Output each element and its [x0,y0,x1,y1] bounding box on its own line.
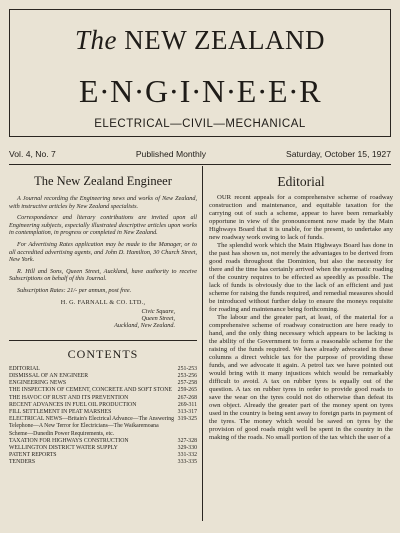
masthead-subtitle: ELECTRICAL—CIVIL—MECHANICAL [94,118,306,130]
contents-item-pages: 269-311 [177,401,197,408]
editorial-paragraph: The labour and the greater part, at least, of the material for a comprehensive scheme of roadway construction are here ready to hand, and the only thing necessary which appears to be lacking is the ability of the Government to form a reasonable scheme for the raising of the funds required. We have already advocated in these columns a direct vehicle tax for the purpose of providing these funds, and we advocate it again. A petrol tax we have pointed out would bring with it many injustices which would be remarkably difficult to avoid. A tax on rubber tyres is equally out of the question. A tax on rubber tyres in order to provide good roads to save the wear on the tyres could not do otherwise than defeat its own object. Already the greater part of the money spent on tyres used in the country is being sent away to foreign parts in payment of the tyres. The money which would be saved on tyres by the provision of good roads might well be spent in the country in the making of the roads. No small portion of the tax which the user of a [209,314,393,441]
contents-item [9,395,197,402]
contents-item-pages: 313-317 [177,408,197,415]
contents-item-pages: 319-325 [177,416,197,423]
address-line: Auckland, New Zealand. [114,322,175,330]
contents-item-title: RECENT ADVANCES IN FUEL OIL PRODUCTION [9,401,137,408]
contents-item [9,387,197,394]
journal-intro: A Journal recording the Engineering news and works of New Zealand, with instructive articles by New Zealand specialists. [9,195,197,210]
editorial-heading: Editorial [277,174,325,189]
masthead-engineer: E·N·G·I·N·E·E·R [78,73,322,109]
contents-item-title: TAXATION FOR HIGHWAYS CONSTRUCTION [9,437,129,444]
contents-item-pages: 267-268 [177,394,197,401]
column-divider [202,166,203,521]
publisher-address [9,308,197,330]
editorial-paragraph: OUR recent appeals for a comprehensive scheme of roadway construction and maintenance, and equitable taxation for the carrying out of such a scheme, appear to have been remarkably opportune in view of the pronouncement now made by the Main Highways Board that it is unable, for the present, to undertake any new roadway work owing to lack of funds. [209,194,393,241]
contents-item-pages: 329-330 [177,444,197,451]
contents-item [9,459,197,466]
contents-item-title: PATENT REPORTS [9,452,57,459]
issue-date: Saturday, October 15, 1927 [286,149,391,159]
subscription-rates: Subscription Rates: 21/- per annum, post free. [17,286,132,294]
contents-item-title: EDITORIAL [9,365,40,372]
contents-list [9,366,197,467]
contents-item-pages: 257-258 [177,380,197,387]
contents-item-title: ELECTRICAL NEWS—Britain's Electrical Advance—The Answering Telephone—A New Terror for Electricians—The Waikaremoana Scheme—Dunedin Power Requirements, etc. [9,416,175,437]
contents-item [9,409,197,416]
contents-item-pages: 259-265 [177,387,197,394]
contents-item-pages: 327-328 [177,437,197,444]
contents-item [9,438,197,445]
volume-number: Vol. 4, No. 7 [9,149,56,159]
contents-item-title: FILL SETTLEMENT IN PEAT MARSHES [9,408,112,415]
advertising-note: For Advertising Rates application may be made to the Manager, or to all accredited advertising agents, and John D. Hamilton, 30 Church Street, New York. [9,240,197,264]
contents-item [9,416,197,438]
contents-item-pages: 333-335 [177,459,197,466]
publisher-name: H. G. FARNALL & CO. LTD., [60,298,146,306]
correspondence-note: Correspondence and literary contributions are invited upon all Engineering subjects, especially illustrated descriptive articles upon works in contemplation, in progress or completed in New Zealand. [9,214,197,237]
contents-heading: CONTENTS [67,346,139,361]
editorial-body [209,194,393,442]
contents-item [9,366,197,373]
header-rule [9,164,391,165]
contents-item [9,445,197,452]
dateline [9,149,391,159]
contents-item-pages: 331-332 [177,452,197,459]
contents-item [9,380,197,387]
journal-heading: The New Zealand Engineer [34,174,172,188]
masthead-the: The [75,25,118,55]
contents-rule [9,340,197,341]
contents-item-title: ENGINEERING NEWS [9,380,67,387]
contents-item-title: WELLINGTON DISTRICT WATER SUPPLY [9,444,118,451]
address-line: Queen Street, [141,314,175,322]
contents-item-pages: 253-256 [177,372,197,379]
address-line: Civic Square, [141,307,175,315]
contents-item-title: THE INSPECTION OF CEMENT, CONCRETE AND SOFT STONE [9,387,172,394]
contents-item [9,452,197,459]
publication-frequency: Published Monthly [135,149,207,159]
left-column [9,170,197,467]
right-column [209,170,393,442]
contents-item [9,402,197,409]
contents-item-title: THE HAVOC OF RUST AND ITS PREVENTION [9,394,129,401]
contents-item [9,373,197,380]
masthead [9,9,391,137]
contents-item-title: DISMISSAL OF AN ENGINEER [9,372,89,379]
editorial-paragraph: The splendid work which the Main Highways Board has done in the past has shown us, not merely the advantages to be derived from good roads throughout the Dominion, but also the necessity for there and the time has certainly arrived when the systematic roading of the country requires to be effected as speedily as possible. The lack of funds is obviously due to the lack of an efficient and just scheme for raising the funds required, and remedial measures should be introduced without further delay to ensure the moneys requisite for roading and maintenance being forthcoming. [209,242,393,313]
agents-note: R. Hill and Sons, Queen Street, Auckland, have authority to receive Subscriptions on behalf of this Journal. [9,267,197,283]
contents-item-pages: 251-253 [177,365,197,372]
masthead-new-zealand: NEW ZEALAND [124,25,325,55]
contents-item-title: TENDERS [9,459,36,466]
masthead-title-line [10,25,390,56]
